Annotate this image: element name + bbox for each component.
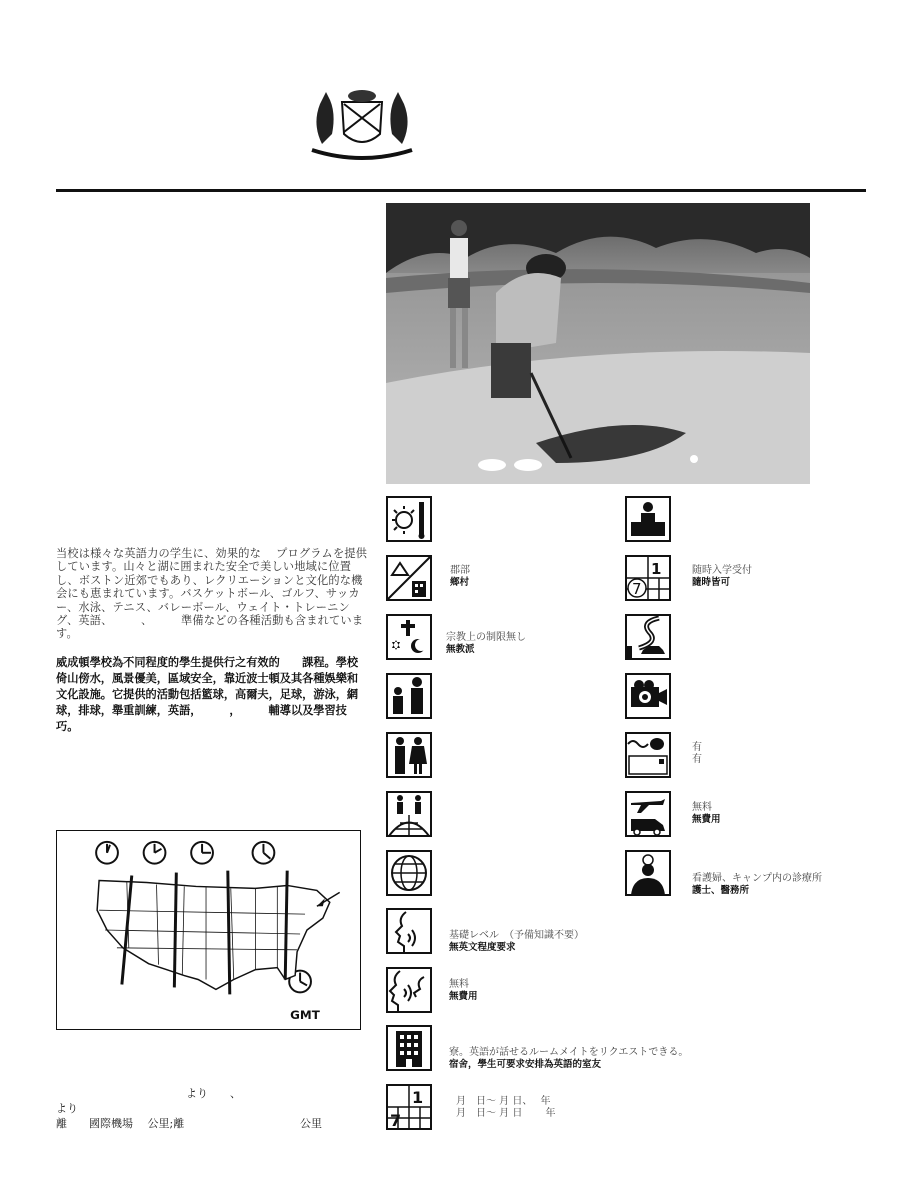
enrollment-label: 随時入学受付 隨時皆可 — [692, 565, 752, 588]
road-car-icon — [625, 614, 671, 660]
intro-chinese: 威成頓學校為不同程度的學生提供行之有效的 課程。學校倚山傍水，風景優美，區域安全，靠近波士頓及其各種娛樂和文化設施。它提供的活動包括籃球，高爾夫，足球，游泳，網球，排球，舉重訓練，英語， ， 輔導以及學習技巧。 — [56, 656, 359, 733]
school-crest-logo — [302, 84, 422, 164]
location-line-3b: 公里 — [300, 1117, 322, 1130]
airport-label: 無料 無費用 — [692, 802, 721, 825]
location-line-2: より — [56, 1102, 78, 1115]
intro-japanese: 当校は様々な英語力の学生に、効果的な プログラムを提供しています。山々と湖に囲まれた安全で美しい地域に位置し、ボストン近郊でもあり、レクリエーションと文化的な機会にも恵まれています。バスケットボール、ゴルフ、サッカー、水泳、テニス、バレーボール、ウェイト・トレーニング、英語、 、 準備などの各種活動も含まれています。 — [56, 547, 368, 641]
nurse-icon — [625, 850, 671, 896]
golf-photo — [386, 203, 810, 484]
location-line-1: より 、 — [186, 1087, 241, 1100]
svg-text:7: 7 — [390, 1111, 402, 1130]
location-line-3a: 離 國際機場 公里;離 — [56, 1117, 185, 1130]
horizontal-rule — [56, 189, 866, 192]
male-female-icon — [386, 732, 432, 778]
tent-city-icon — [386, 555, 432, 601]
speaking-head-icon — [386, 908, 432, 954]
calendar-icon — [386, 1084, 432, 1130]
globe-icon — [386, 850, 432, 896]
podium-person-icon — [625, 496, 671, 542]
mail-label: 有 有 — [692, 742, 702, 765]
medical-label: 看護婦、キャンプ内の診療所 護士、醫務所 — [692, 873, 822, 896]
dates-label: 月 日～ 月 日、 年 月 日～ 月 日 年 — [456, 1096, 556, 1119]
svg-text:7: 7 — [632, 580, 642, 598]
housing-label: 寮。英語が話せるルームメイトをリクエストできる。 宿舍，學生可要求安排為英語的室友 — [449, 1047, 689, 1070]
english-level-label: 基礎レベル （予備知識不要） 無英文程度要求 — [449, 930, 584, 953]
time-zone-map — [56, 830, 361, 1030]
people-globe-icon — [386, 791, 432, 837]
adult-children-icon — [386, 673, 432, 719]
setting-label: 郡部 鄉村 — [450, 565, 470, 588]
camera-icon — [625, 673, 671, 719]
svg-text:1: 1 — [412, 1088, 424, 1107]
speaking-head-2-icon — [386, 967, 432, 1013]
religion-label: 宗教上の制限無し 無教派 — [446, 632, 526, 655]
calendar-7-icon — [625, 555, 671, 601]
tutoring-label: 無料 無費用 — [449, 979, 478, 1002]
sun-thermometer-icon — [386, 496, 432, 542]
religion-symbols-icon — [386, 614, 432, 660]
plane-van-icon — [625, 791, 671, 837]
building-icon — [386, 1025, 432, 1071]
gmt-label: GMT — [290, 1008, 320, 1023]
phone-mail-icon — [625, 732, 671, 778]
svg-text:1: 1 — [651, 560, 662, 578]
